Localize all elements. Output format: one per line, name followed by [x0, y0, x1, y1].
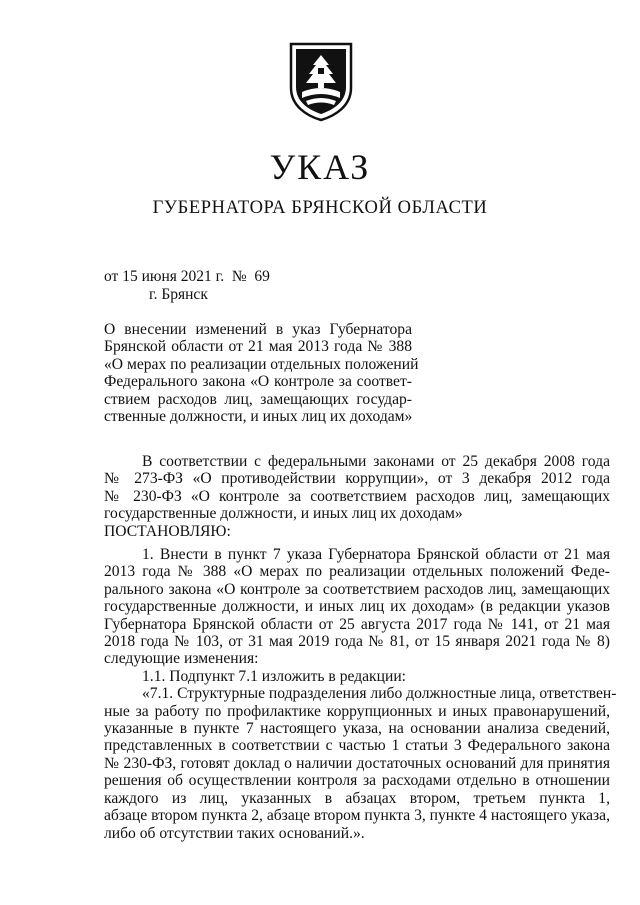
preamble-line: государственные должности, и иных лиц их доходам»: [104, 505, 463, 523]
item-1-paragraph: [104, 546, 617, 842]
preamble-line: № 230-ФЗ «О контроле за соответствием расходов лиц, замещающих: [104, 487, 610, 505]
heading-line: ствием расходов лиц, замещающих государ-: [104, 390, 412, 408]
preamble-line: № 273-ФЗ «О противодействии коррупции», от 3 декабря 2012 года: [104, 470, 610, 488]
issuer-subtitle: ГУБЕРНАТОРА БРЯНСКОЙ ОБЛАСТИ: [152, 198, 488, 218]
heading-line: «О мерах по реализации отдельных положений: [104, 355, 419, 373]
date-number-line: от 15 июня 2021 г. № 69: [104, 268, 270, 285]
heading-line: О внесении изменений в указ Губернатора: [104, 321, 412, 338]
item-1-1-intro: 1.1. Подпункт 7.1 изложить в редакции:: [142, 667, 407, 685]
item-1-1-line: представленных в соответствии с частью 1 статьи 3 Федерального закона: [104, 737, 610, 755]
item-1-line: следующие изменения:: [104, 650, 259, 668]
heading-line: Брянской области от 21 мая 2013 года № 388: [104, 338, 412, 356]
item-1-1-line: каждого из лиц, указанных в абзацах втором, третьем пункта 1,: [104, 789, 610, 807]
document-heading: [104, 321, 419, 426]
item-1-line: 2018 года № 103, от 31 мая 2019 года № 81, от 15 января 2021 года № 8): [104, 633, 610, 651]
coat-of-arms-icon: [289, 42, 353, 122]
item-1-1-line: либо об отсутствии таких оснований.».: [104, 824, 365, 842]
item-1-1-line: № 230-ФЗ, готовят доклад о наличии достаточных оснований для принятия: [104, 754, 610, 772]
decree-word: ПОСТАНОВЛЯЮ:: [104, 522, 231, 540]
heading-line: Федерального закона «О контроле за соответ-: [104, 373, 412, 391]
item-1-line: 1. Внести в пункт 7 указа Губернатора Брянской области от 21 мая: [142, 546, 610, 563]
item-1-line: Губернатора Брянской области от 25 августа 2017 года № 141, от 21 мая: [104, 615, 610, 633]
item-1-1-line: решения об осуществлении контроля за расходами отдельно в отношении: [104, 772, 610, 790]
item-1-1-line: ные за работу по профилактике коррупционных и иных правонарушений,: [104, 702, 610, 720]
item-1-1-line: «7.1. Структурные подразделения либо должностные лица, ответствен-: [142, 685, 617, 703]
city-line: г. Брянск: [149, 286, 208, 303]
heading-line: ственные должности, и иных лиц их доходам»: [104, 408, 413, 426]
item-1-1-line: абзаце втором пункта 2, абзаце втором пункта 3, пункте 4 настоящего указа,: [104, 807, 610, 825]
item-1-line: 2013 года № 388 «О мерах по реализации отдельных положений Феде-: [104, 563, 610, 581]
document-type-title: УКАЗ: [269, 147, 371, 187]
item-1-1-line: указанные в пункте 7 настоящего указа, на основании анализа сведений,: [104, 720, 610, 738]
preamble-line: В соответствии с федеральными законами от 25 декабря 2008 года: [142, 453, 610, 470]
preamble-paragraph: [104, 453, 610, 540]
item-1-line: рального закона «О контроле за соответствием расходов лиц, замещающих: [104, 580, 610, 598]
item-1-line: государственные должности, и иных лиц их доходам» (в редакции указов: [104, 598, 610, 616]
